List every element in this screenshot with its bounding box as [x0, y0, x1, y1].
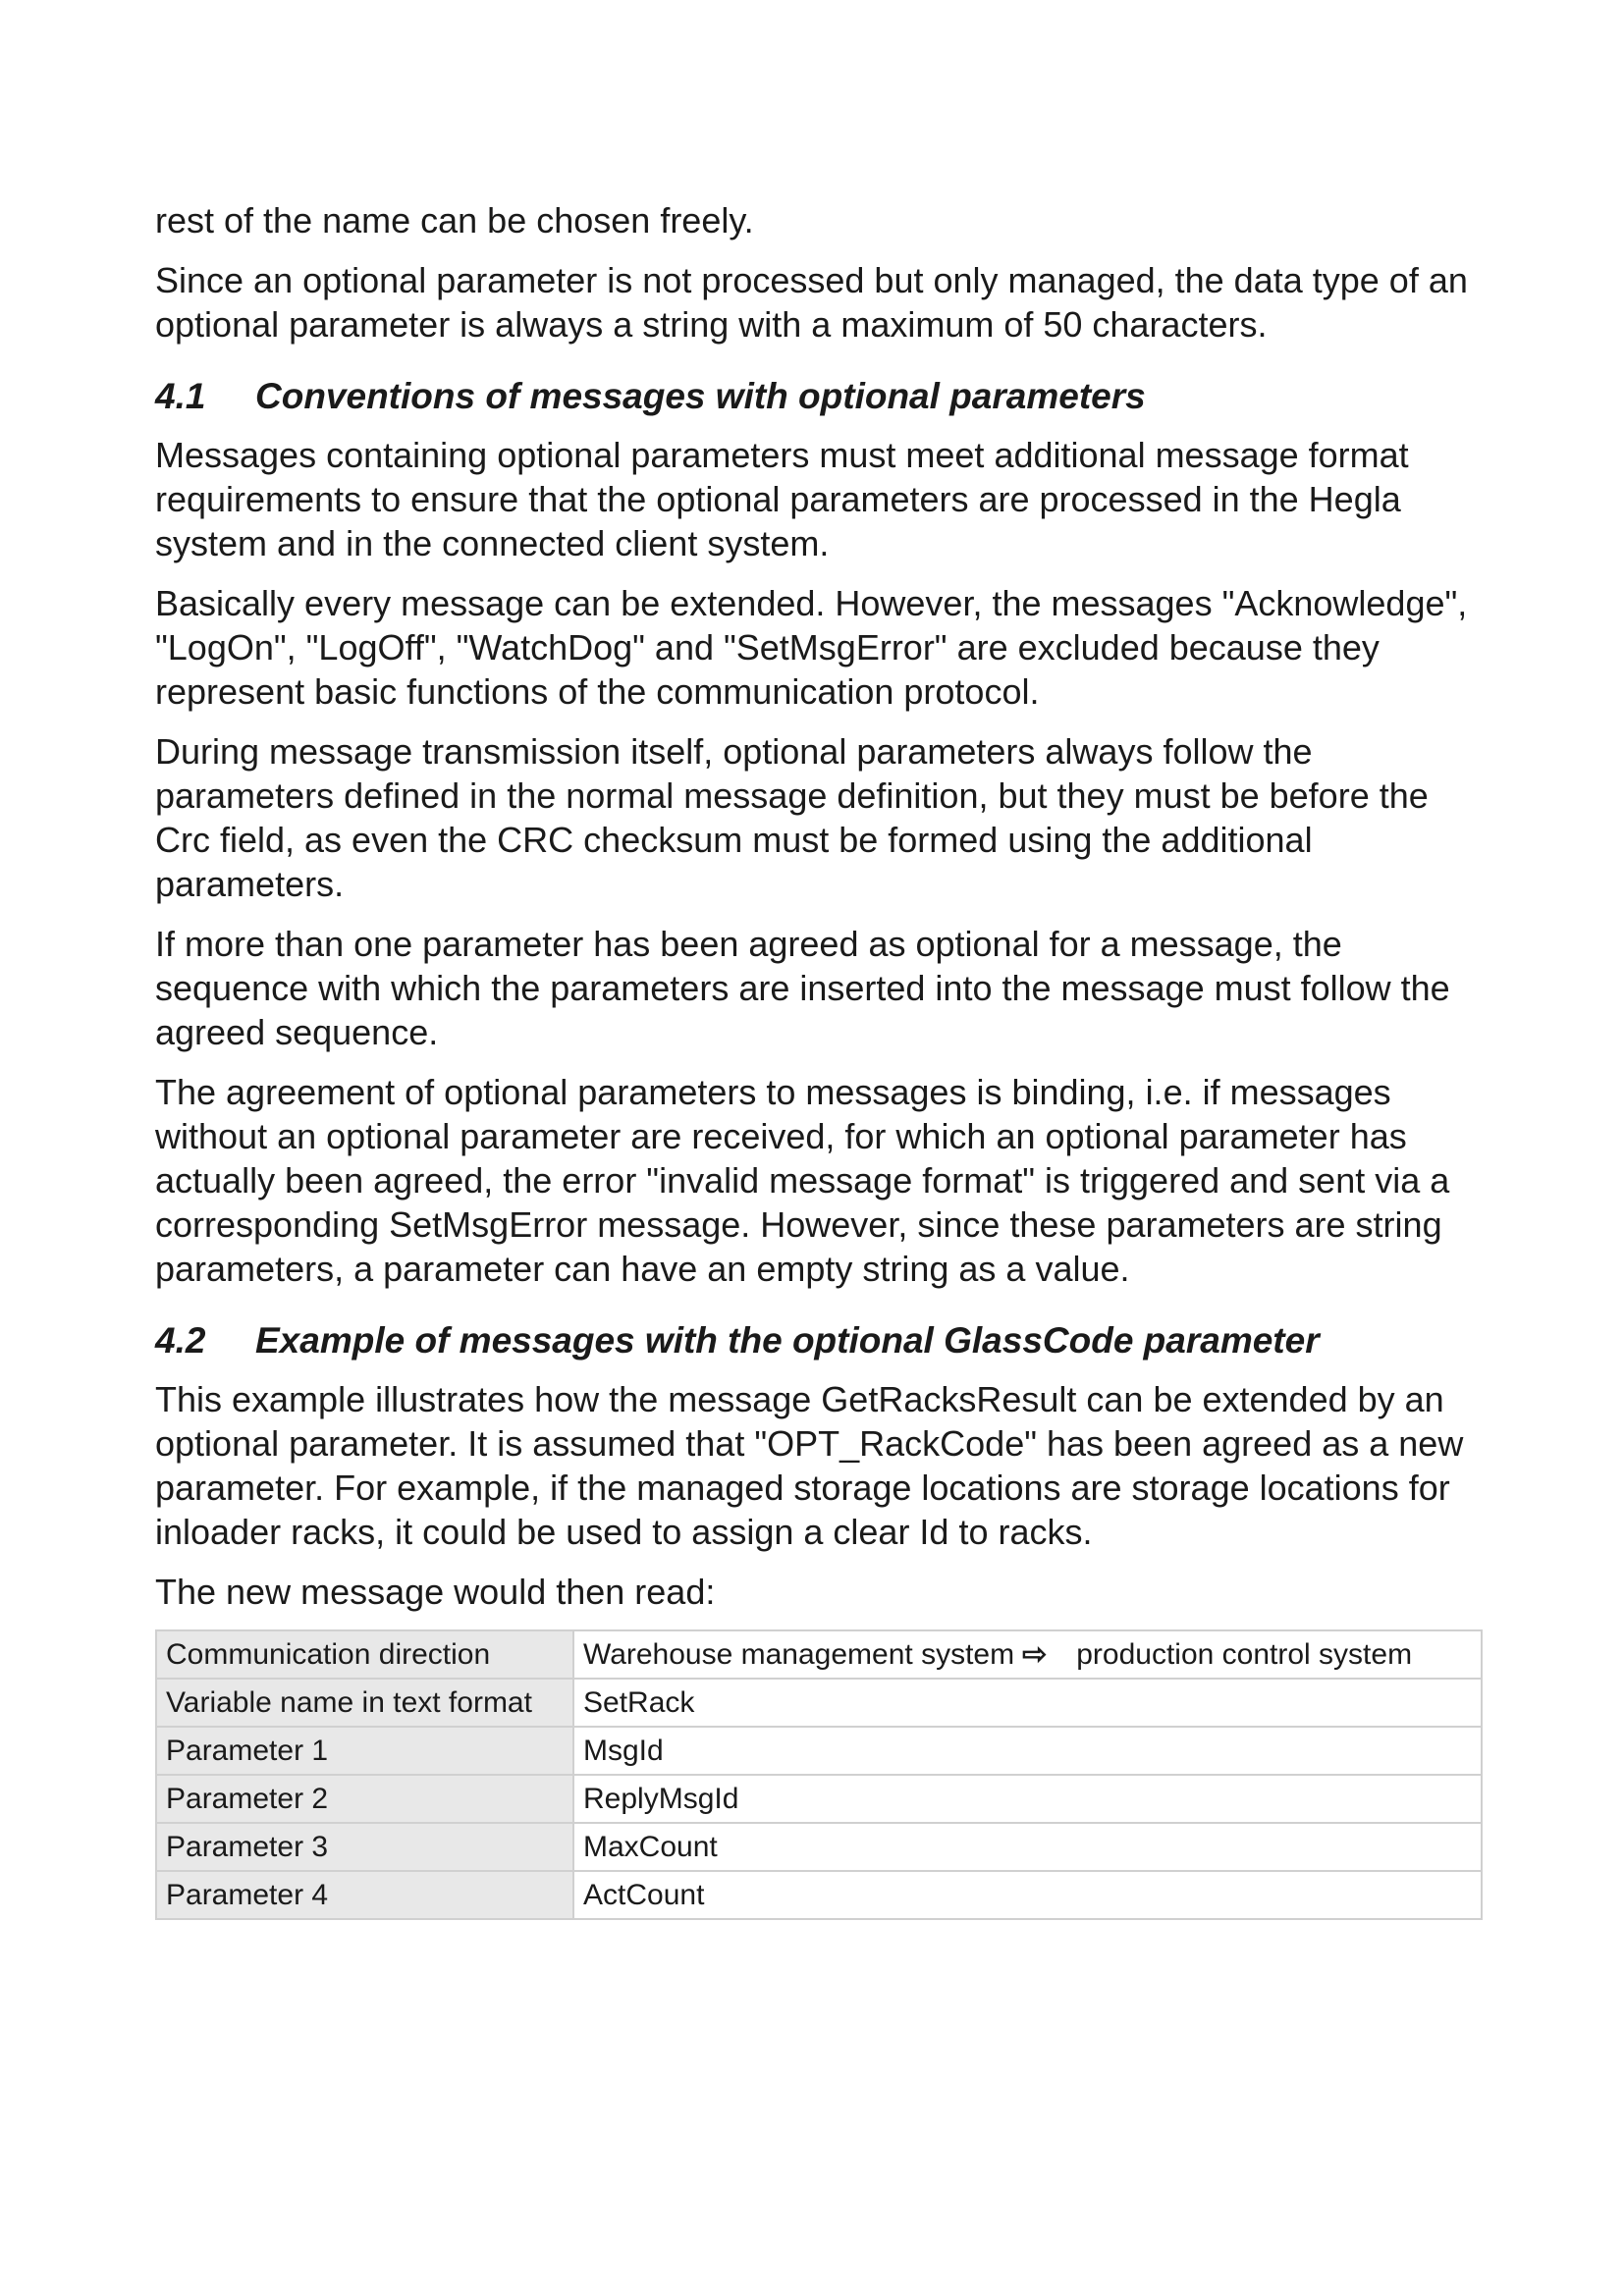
table-row — [156, 1823, 1482, 1871]
table-value-cell: SetRack — [573, 1679, 1482, 1727]
paragraph: This example illustrates how the message GetRacksResult can be extended by an optional parameter. It is assumed that "OPT_RackCode" has been agreed as a new parameter. For example, if the managed storage locations are storage locations for inloader racks, it could be used to assign a clear Id to racks. — [155, 1379, 1464, 1552]
table-value-cell: ActCount — [573, 1871, 1482, 1919]
section-number: 4.2 — [155, 1320, 206, 1361]
table-value-cell — [573, 1630, 1482, 1679]
table-row — [156, 1775, 1482, 1823]
direction-from: Warehouse management system — [583, 1638, 1015, 1671]
table-value-cell: ReplyMsgId — [573, 1775, 1482, 1823]
table-label-cell: Parameter 1 — [156, 1727, 573, 1775]
table-row — [156, 1727, 1482, 1775]
direction-to: production control system — [1076, 1638, 1413, 1671]
table-label-cell: Communication direction — [156, 1630, 573, 1679]
table-row — [156, 1679, 1482, 1727]
section-heading-4-2 — [155, 1318, 1483, 1363]
table-label-cell: Parameter 3 — [156, 1823, 573, 1871]
paragraph: If more than one parameter has been agreed as optional for a message, the sequence with which the parameters are inserted into the message must follow the agreed sequence. — [155, 924, 1450, 1052]
table-label-cell: Parameter 2 — [156, 1775, 573, 1823]
table-label-cell: Variable name in text format — [156, 1679, 573, 1727]
message-definition-table — [155, 1629, 1483, 1920]
table-label-cell: Parameter 4 — [156, 1871, 573, 1919]
document-page — [155, 198, 1483, 1920]
paragraph: The agreement of optional parameters to messages is binding, i.e. if messages without an optional parameter are received, for which an optional parameter has actually been agreed, the error "invalid message format" is triggered and sent via a corresponding SetMsgError message. However, since these parameters are string parameters, a parameter can have an empty string as a value. — [155, 1072, 1450, 1289]
table-row — [156, 1630, 1482, 1679]
section-number: 4.1 — [155, 376, 206, 416]
paragraph: During message transmission itself, optional parameters always follow the parameters defined in the normal message definition, but they must be before the Crc field, as even the CRC checksum must be formed using the additional parameters. — [155, 731, 1429, 904]
paragraph: The new message would then read: — [155, 1572, 716, 1612]
paragraph: Basically every message can be extended. However, the messages "Acknowledge", "LogOn", "LogOff", "WatchDog" and "SetMsgError" are excluded because they represent basic functions of the communication protocol. — [155, 583, 1468, 712]
section-title: Conventions of messages with optional parameters — [255, 376, 1146, 416]
paragraph: Messages containing optional parameters must meet additional message format requirements to ensure that the optional parameters are processed in the Hegla system and in the connected client system. — [155, 435, 1409, 563]
section-heading-4-1 — [155, 374, 1483, 419]
table-value-cell: MaxCount — [573, 1823, 1482, 1871]
table-value-cell: MsgId — [573, 1727, 1482, 1775]
right-arrow-icon: ⇨ — [1022, 1638, 1048, 1671]
paragraph: rest of the name can be chosen freely. — [155, 200, 754, 240]
section-title: Example of messages with the optional GlassCode parameter — [255, 1320, 1320, 1361]
paragraph: Since an optional parameter is not processed but only managed, the data type of an optional parameter is always a string with a maximum of 50 characters. — [155, 260, 1468, 345]
table-row — [156, 1871, 1482, 1919]
